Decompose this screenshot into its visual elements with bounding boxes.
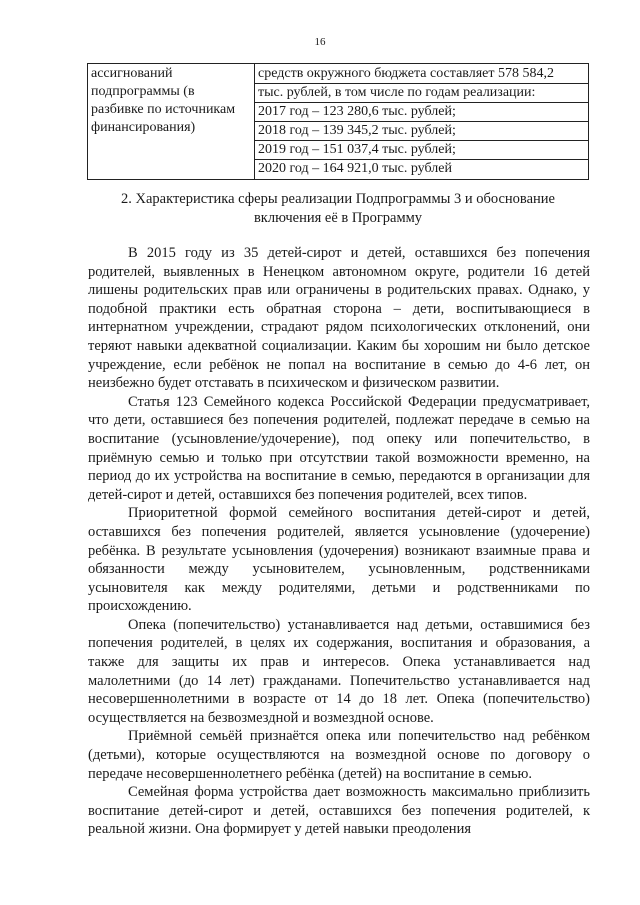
paragraph: В 2015 году из 35 детей-сирот и детей, оставшихся без попечения родителей, выявленных в Ненецком автономном округе, родители 16 детей лишены родительских прав или ограничены в родительских правах. Однако, у подобной практики есть обратная сторона – дети, воспитывающиеся в интернатном учреждении, страдают рядом психологических отклонений, они теряют навыки адекватной социализации. Каким бы хорошим ни было детское учреждение, если ребёнок не попал на воспитание в семью до 4-6 лет, он неизбежно будет отставать в психическом и физическом развитии. (88, 245, 590, 392)
budget-table (87, 63, 589, 180)
paragraph: Статья 123 Семейного кодекса Российской Федерации предусматривает, что дети, оставшиеся без попечения родителей, подлежат передаче в семью на воспитание (усыновление/удочерение), под опеку или попечительство, в приёмную семью и только при отсутствии такой возможности временно, на период до их устройства на воспитание в семью, передаются в организации для детей-сирот и детей, оставшихся без попечения родителей, всех типов. (88, 393, 590, 503)
value-line: 2020 год – 164 921,0 тыс. рублей (258, 161, 452, 176)
section-heading: 2. Характеристика сферы реализации Подпрограммы 3 и обоснование включения её в Программу (121, 191, 555, 226)
table-cell-label (88, 64, 255, 180)
value-line: 2019 год – 151 037,4 тыс. рублей; (255, 141, 588, 160)
body-text (88, 244, 590, 839)
value-line: тыс. рублей, в том числе по годам реализации: (255, 84, 588, 103)
value-line: 2017 год – 123 280,6 тыс. рублей; (255, 103, 588, 122)
paragraph: Семейная форма устройства дает возможность максимально приблизить воспитание детей-сирот и детей, оставшихся без попечения родителей, к реальной жизни. Она формирует у детей навыки преодоления (88, 784, 590, 838)
value-line: средств окружного бюджета составляет 578 584,2 (255, 65, 588, 84)
page-number: 16 (314, 36, 326, 48)
label-line: подпрограммы (в (91, 84, 195, 99)
paragraph: Опека (попечительство) устанавливается над детьми, оставшимися без попечения родителей, в целях их содержания, воспитания и образования, а также для защиты их прав и интересов. Опека устанавливается над малолетними (до 14 лет) гражданами. Попечительство устанавливается над несовершеннолетними в возрасте от 14 до 18 лет. Опека (попечительство) осуществляется на безвозмездной и возмездной основе. (88, 616, 590, 726)
label-line: финансирования) (91, 120, 196, 135)
label-line: разбивке по источникам (91, 102, 236, 117)
value-line: 2018 год – 139 345,2 тыс. рублей; (255, 122, 588, 141)
paragraph: Приоритетной формой семейного воспитания детей-сирот и детей, оставшихся без попечения родителей, является усыновление (удочерение) ребёнка. В результате усыновления (удочерения) возникают взаимные права и обязанности между усыновителем, усыновленным, родственниками усыновителя как между родителями, детьми и родственниками по происхождению. (88, 505, 590, 615)
paragraph: Приёмной семьёй признаётся опека или попечительство над ребёнком (детьми), которые осуществляются на возмездной основе по договору о передаче несовершеннолетнего ребёнка (детей) на воспитание в семью. (88, 728, 590, 782)
label-line: ассигнований (91, 66, 173, 81)
table-cell-value (255, 64, 589, 180)
table-row (88, 64, 589, 180)
